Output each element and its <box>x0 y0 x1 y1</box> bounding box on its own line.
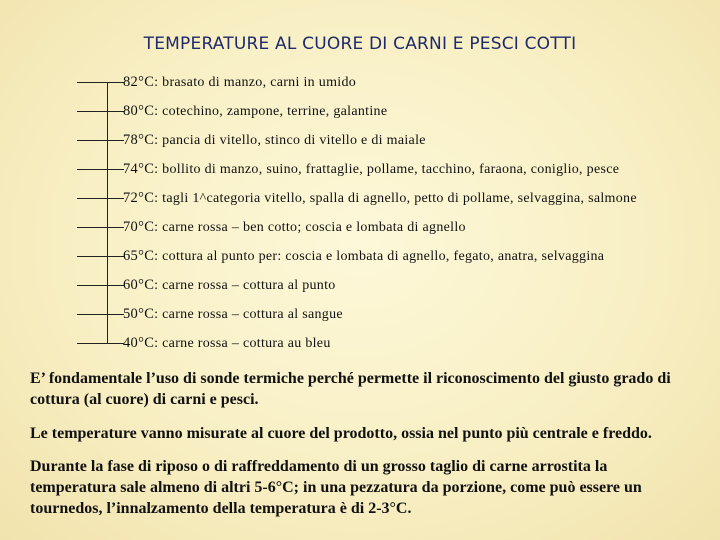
scale-tick-right <box>108 198 124 199</box>
scale-row <box>77 333 717 353</box>
temperature-description: : pancia di vitello, stinco di vitello e di maiale <box>154 133 426 148</box>
scale-row-text <box>123 74 356 91</box>
scale-row <box>77 188 717 208</box>
scale-tick <box>77 169 107 170</box>
temperature-description: : tagli 1^categoria vitello, spalla di agnello, petto di pollame, selvaggina, salmone <box>154 191 637 206</box>
scale-row <box>77 217 717 237</box>
temperature-description: : carne rossa – cottura al sangue <box>154 307 343 322</box>
page-title: TEMPERATURE AL CUORE DI CARNI E PESCI COTTI <box>143 34 577 54</box>
scale-tick-right <box>108 140 124 141</box>
temperature-description: : cotechino, zampone, terrine, galantine <box>154 104 388 119</box>
scale-tick-right <box>108 256 124 257</box>
scale-tick <box>77 314 107 315</box>
paragraph-riposo: Durante la fase di riposo o di raffreddamento di un grosso taglio di carne arrostita la temperatura sale almeno di altri 5-6°C; in una pezzatura da porzione, come può essere un tournedos, l’innalzamento della temperatura è di 2-3°C. <box>30 458 642 517</box>
temperature-description: : carne rossa – cottura al punto <box>154 278 336 293</box>
temperature-description: : bollito di manzo, suino, frattaglie, pollame, tacchino, faraona, coniglio, pesce <box>154 162 620 177</box>
scale-tick <box>77 111 107 112</box>
scale-row <box>77 246 717 266</box>
scale-row-text <box>123 161 619 178</box>
scale-tick-right <box>108 314 124 315</box>
scale-row <box>77 275 717 295</box>
scale-tick <box>77 256 107 257</box>
scale-tick-right <box>108 111 124 112</box>
scale-row-text <box>123 306 343 323</box>
paragraph-sonde: E’ fondamentale l’uso di sonde termiche perché permette il riconoscimento del giusto grado di cottura (al cuore) di carni e pesci. <box>30 370 671 408</box>
scale-tick <box>77 198 107 199</box>
scale-row <box>77 130 717 150</box>
temperature-scale <box>77 72 717 352</box>
scale-row <box>77 72 717 92</box>
scale-row-text <box>123 335 331 352</box>
scale-tick <box>77 343 107 344</box>
scale-tick-right <box>108 82 124 83</box>
scale-tick-right <box>108 343 124 344</box>
paragraph-misurazione: Le temperature vanno misurate al cuore del prodotto, ossia nel punto più centrale e freddo. <box>30 425 652 442</box>
scale-row-text <box>123 103 387 120</box>
scale-row <box>77 159 717 179</box>
temperature-value: 82°C <box>123 74 155 90</box>
temperature-value: 78°C <box>123 132 155 148</box>
scale-tick-right <box>108 285 124 286</box>
scale-tick-right <box>108 227 124 228</box>
scale-row-text <box>123 277 336 294</box>
temperature-description: : carne rossa – ben cotto; coscia e lombata di agnello <box>154 220 466 235</box>
temperature-value: 60°C <box>123 277 155 293</box>
scale-row-text <box>123 248 604 265</box>
scale-row-text <box>123 190 637 207</box>
scale-tick <box>77 82 107 83</box>
scale-row-text <box>123 132 426 149</box>
temperature-value: 40°C <box>123 335 155 351</box>
temperature-value: 72°C <box>123 190 155 206</box>
temperature-description: : carne rossa – cottura au bleu <box>154 336 331 351</box>
scale-tick-right <box>108 169 124 170</box>
temperature-value: 50°C <box>123 306 155 322</box>
scale-row <box>77 304 717 324</box>
temperature-description: : brasato di manzo, carni in umido <box>154 75 357 90</box>
scale-tick <box>77 140 107 141</box>
scale-tick <box>77 285 107 286</box>
temperature-value: 74°C <box>123 161 155 177</box>
temperature-description: : cottura al punto per: coscia e lombata di agnello, fegato, anatra, selvaggina <box>154 249 605 264</box>
scale-row <box>77 101 717 121</box>
scale-tick <box>77 227 107 228</box>
temperature-value: 70°C <box>123 219 155 235</box>
temperature-value: 80°C <box>123 103 155 119</box>
temperature-value: 65°C <box>123 248 155 264</box>
scale-row-text <box>123 219 466 236</box>
